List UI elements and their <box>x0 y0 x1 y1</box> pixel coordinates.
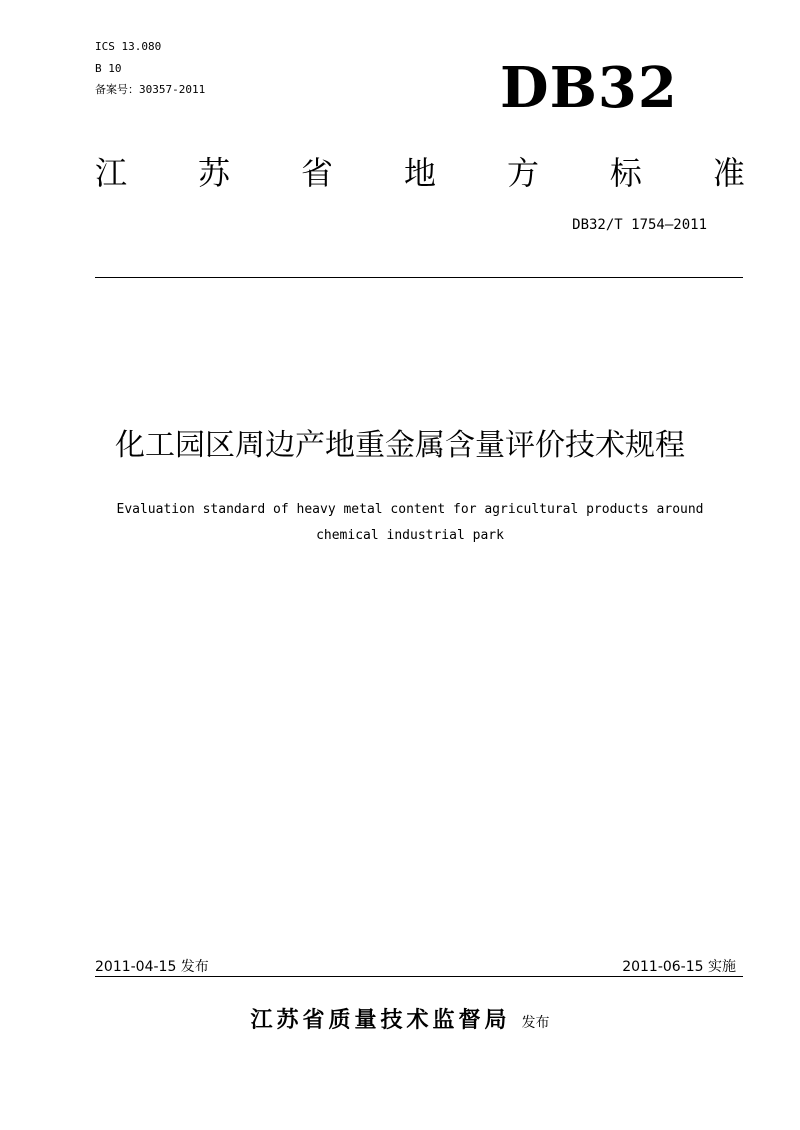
bottom-divider <box>95 976 743 977</box>
title-en-line-2: chemical industrial park <box>316 528 504 543</box>
standard-type-heading <box>95 148 745 194</box>
issue-date: 2011-04-15 发布 <box>95 959 209 975</box>
standard-number: DB32/T 1754—2011 <box>572 217 707 233</box>
standard-type-char: 准 <box>712 154 745 192</box>
issuer-suffix: 发布 <box>521 1015 550 1031</box>
standard-type-char: 江 <box>95 154 128 192</box>
top-divider <box>95 277 743 278</box>
document-title-cn: 化工园区周边产地重金属含量评价技术规程 <box>115 428 685 463</box>
title-en-line-1: Evaluation standard of heavy metal content for agricultural products around <box>116 502 704 517</box>
db32-logo: DB32 <box>500 55 678 121</box>
standard-type-char: 方 <box>506 154 539 192</box>
implementation-date: 2011-06-15 实施 <box>622 959 736 975</box>
record-number: 备案号：30357-2011 <box>95 83 206 96</box>
standard-type-char: 省 <box>300 154 333 192</box>
ics-code: ICS 13.080 <box>95 40 162 53</box>
issuer-name: 江苏省质量技术监督局 <box>250 1008 511 1033</box>
standard-type-char: 地 <box>403 154 436 192</box>
issuer-line <box>0 1003 800 1034</box>
standard-type-char: 标 <box>609 154 642 192</box>
standard-type-char: 苏 <box>197 154 230 192</box>
document-title-en <box>60 497 760 549</box>
ccs-code: B 10 <box>95 62 122 75</box>
